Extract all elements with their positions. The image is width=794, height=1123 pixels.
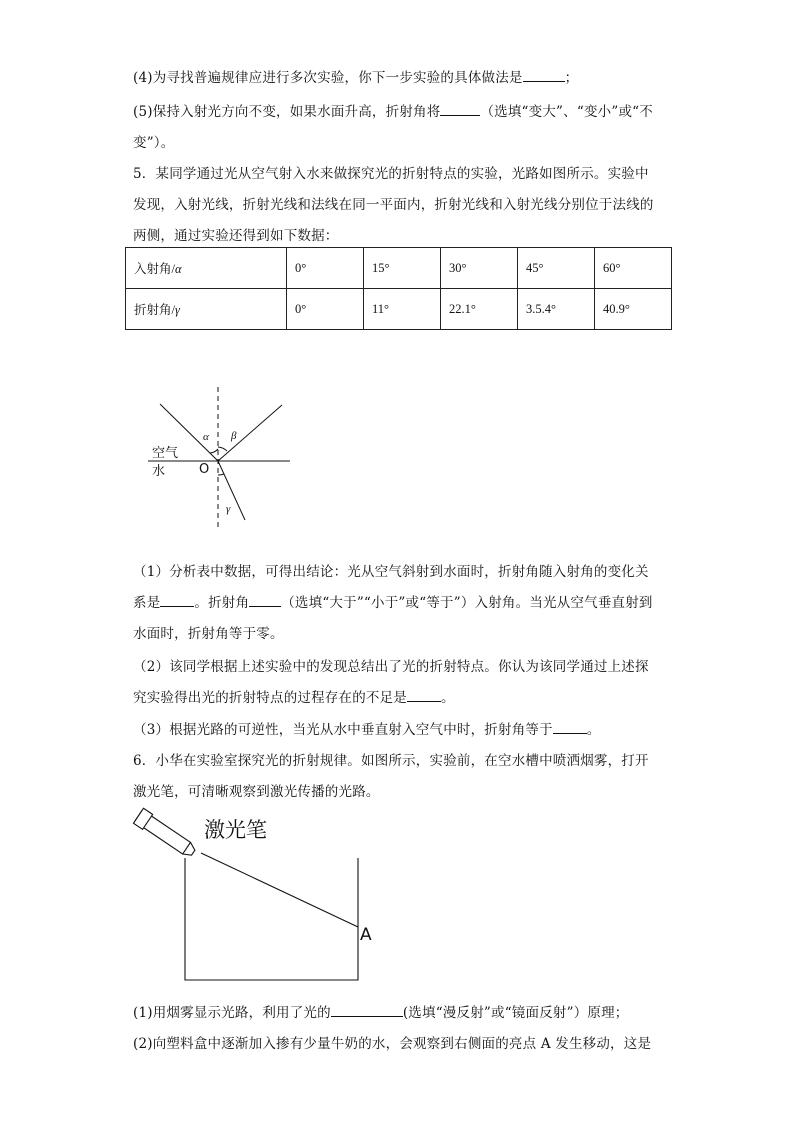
table-cell: 60° bbox=[595, 248, 672, 289]
answer-blank[interactable] bbox=[160, 594, 194, 607]
laser-pointer-icon bbox=[133, 808, 198, 860]
answer-blank[interactable] bbox=[440, 103, 480, 116]
table-row bbox=[126, 289, 672, 330]
q5-sub2-line2: 究实验得出光的折射特点的过程存在的不足是 。 bbox=[133, 690, 455, 706]
q5-sub3: （3）根据光路的可逆性，当光从水中垂直射入空气中时，折射角等于 。 bbox=[133, 722, 601, 738]
answer-blank[interactable] bbox=[553, 721, 587, 734]
q5-sub1-line3: 水面时，折射角等于零。 bbox=[133, 626, 284, 642]
reflected-ray bbox=[218, 405, 282, 461]
answer-blank[interactable] bbox=[407, 689, 441, 702]
table-cell: 0° bbox=[287, 248, 364, 289]
q5-intro-2: 发现，入射光线，折射光线和法线在同一平面内，折射光线和入射光线分别位于法线的 bbox=[133, 197, 654, 213]
laser-beam bbox=[201, 853, 358, 927]
incident-ray bbox=[160, 404, 218, 461]
q5-intro-1: 5．某同学通过光从空气射入水来做探究光的折射特点的实验，光路如图所示。实验中 bbox=[133, 166, 649, 182]
q4-item4: (4)为寻找普遍规律应进行多次实验，你下一步实验的具体做法是 ； bbox=[133, 70, 579, 86]
q5-intro-3: 两侧，通过实验还得到如下数据： bbox=[133, 228, 339, 244]
angle-arc-beta bbox=[218, 447, 227, 451]
table-cell: 3.5.4° bbox=[518, 289, 595, 330]
row-label-incident: 入射角/α bbox=[126, 248, 287, 289]
table-row bbox=[126, 248, 672, 289]
table-cell: 22.1° bbox=[441, 289, 518, 330]
water-tank bbox=[185, 858, 358, 980]
angle-arc-alpha bbox=[210, 449, 218, 453]
table-cell: 15° bbox=[364, 248, 441, 289]
label-gamma: γ bbox=[226, 503, 231, 515]
table-cell: 30° bbox=[441, 248, 518, 289]
q5-sub2-line1: （2）该同学根据上述实验中的发现总结出了光的折射特点。你认为该同学通过上述探 bbox=[133, 659, 649, 675]
table-cell: 45° bbox=[518, 248, 595, 289]
table-cell: 11° bbox=[364, 289, 441, 330]
angle-arc-gamma bbox=[218, 474, 224, 475]
label-laser-pen: 激光笔 bbox=[204, 818, 267, 842]
answer-blank[interactable] bbox=[331, 1004, 403, 1017]
q5-sub1-line1: （1）分析表中数据，可得出结论：光从空气斜射到水面时，折射角随入射角的变化关 bbox=[133, 564, 649, 580]
label-origin: O bbox=[199, 462, 210, 477]
angle-data-table bbox=[125, 247, 672, 330]
q4-item5-line1: (5)保持入射光方向不变，如果水面升高，折射角将 （选填“变大”、“变小”或“不 bbox=[133, 104, 653, 120]
answer-blank[interactable] bbox=[249, 594, 281, 607]
q6-sub1: (1)用烟雾显示光路，利用了光的 (选填“漫反射”或“镜面反射”）原理； bbox=[133, 1005, 629, 1021]
q6-intro-2: 激光笔，可清晰观察到激光传播的光路。 bbox=[133, 784, 380, 800]
q5-sub1-line2: 系是 。折射角 （选填“大于”“小于”或“等于”）入射角。当光从空气垂直射到 bbox=[133, 595, 653, 611]
q6-sub2: (2)向塑料盒中逐渐加入掺有少量牛奶的水，会观察到右侧面的亮点 A 发生移动，这是 bbox=[133, 1036, 652, 1052]
row-label-refracted: 折射角/γ bbox=[126, 289, 287, 330]
refracted-ray bbox=[218, 461, 245, 520]
label-air: 空气 bbox=[152, 446, 179, 461]
label-point-a: A bbox=[360, 925, 372, 945]
label-beta: β bbox=[231, 430, 237, 442]
label-water: 水 bbox=[152, 464, 166, 479]
q6-intro-1: 6．小华在实验室探究光的折射规律。如图所示，实验前，在空水槽中喷洒烟雾，打开 bbox=[133, 753, 649, 769]
answer-blank[interactable] bbox=[523, 69, 565, 82]
label-alpha: α bbox=[203, 431, 209, 443]
table-cell: 0° bbox=[287, 289, 364, 330]
q4-item5-line2: 变”）。 bbox=[133, 135, 175, 151]
table-cell: 40.9° bbox=[595, 289, 672, 330]
